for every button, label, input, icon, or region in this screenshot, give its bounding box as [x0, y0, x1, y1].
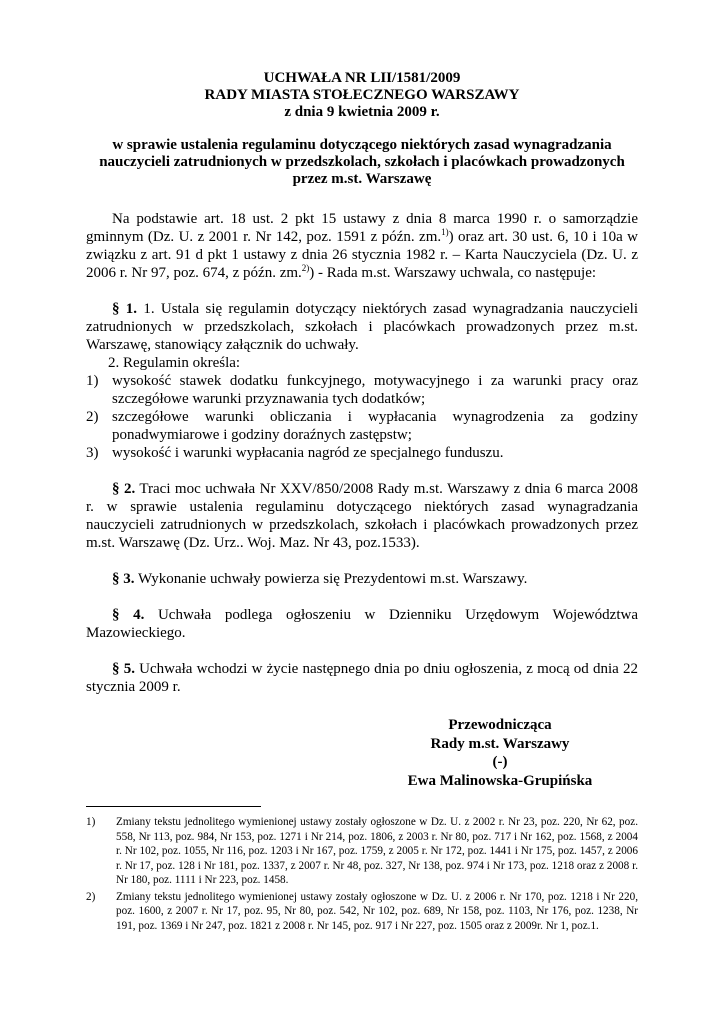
- preamble: [86, 210, 638, 282]
- section-4-mark: § 4.: [112, 607, 145, 623]
- list-item-number: 3): [86, 445, 99, 461]
- footnote-ref-2: 2): [301, 263, 310, 273]
- section-1-paragraph-2: 2. Regulamin określa:: [108, 355, 241, 371]
- section-2-text: Traci moc uchwała Nr XXV/850/2008 Rady m.st. Warszawy z dnia 6 marca 2008 r. w sprawie ustalenia regulaminu dotyczącego niektórych zasad wynagradzania nauczycieli zatrudnionych w przedszkolach, szkołach i placówkach prowadzonych przez m.st. Warszawę (Dz. Urz.. Woj. Maz. Nr 43, poz.1533).: [86, 481, 639, 551]
- preamble-text-1: Na podstawie art. 18 ust. 2 pkt 15 ustawy z dnia 8 marca 1990 r. o samorządzie gminnym (Dz. U. z 2001 r. Nr 142, poz. 1591 z późn. zm.: [86, 211, 638, 245]
- list-item: [86, 408, 638, 444]
- list-item: [86, 444, 638, 462]
- signature-mark: (-): [492, 754, 508, 770]
- section-4-text: Uchwała podlega ogłoszeniu w Dzienniku Urzędowym Województwa Mazowieckiego.: [86, 607, 638, 641]
- section-5-mark: § 5.: [112, 661, 135, 677]
- list-item-number: 2): [86, 409, 99, 425]
- footnote-text: Zmiany tekstu jednolitego wymienionej ustawy zostały ogłoszone w Dz. U. z 2006 r. Nr 170, poz. 1218 i Nr 220, poz. 1600, z 2007 r. Nr 17, poz. 95, Nr 80, poz. 542, Nr 102, poz. 689, Nr 158, poz. 1103, Nr 176, poz. 1238, Nr 191, poz. 1369 i Nr 247, poz. 1821 z 2008 r. Nr 145, poz. 917 i Nr 227, poz. 1505 oraz z 2009r. Nr 1, poz.1.: [116, 890, 638, 932]
- document-body: [86, 70, 638, 696]
- section-2: [86, 480, 638, 552]
- section-1: [86, 300, 638, 462]
- footnote-number: 1): [86, 816, 96, 828]
- section-2-mark: § 2.: [112, 481, 136, 497]
- section-3-text: Wykonanie uchwały powierza się Prezydentowi m.st. Warszawy.: [134, 571, 528, 587]
- list-item-number: 1): [86, 373, 99, 389]
- list-item-text: wysokość i warunki wypłacania nagród ze specjalnego funduszu.: [112, 445, 504, 461]
- signatory-body: Rady m.st. Warszawy: [430, 735, 570, 752]
- section-1-paragraph-1: [86, 300, 638, 354]
- footnotes: [86, 815, 638, 935]
- preamble-text-2: ) oraz art. 30 ust. 6, 10 i 10a w związku z art. 91 d pkt 1 ustawy z dnia 26 stycznia 1982 r. – Karta Nauczyciela (Dz. U. z 2006 r. Nr 97, poz. 674, z późn. zm.: [86, 229, 638, 281]
- footnote-ref-1: 1): [441, 227, 449, 237]
- section-3-mark: § 3.: [112, 571, 135, 587]
- section-3: [86, 570, 638, 588]
- resolution-subject: w sprawie ustalenia regulaminu dotyczącego niektórych zasad wynagradzania nauczycieli zatrudnionych w przedszkolach, szkołach i placówkach prowadzonych przez m.st. Warszawę: [99, 137, 625, 187]
- resolution-number: UCHWAŁA NR LII/1581/2009: [263, 70, 461, 86]
- signature-block: [400, 716, 600, 790]
- footnote-text: Zmiany tekstu jednolitego wymienionej ustawy zostały ogłoszone w Dz. U. z 2002 r. Nr 23, poz. 220, Nr 62, poz. 558, Nr 113, poz. 984, Nr 153, poz. 1271 i Nr 214, poz. 1806, z 2003 r. Nr 80, poz. 717 i Nr 162, poz. 1568, z 2004 r. Nr 102, poz. 1055, Nr 116, poz. 1203 i Nr 167, poz. 1759, z 2005 r. Nr 172, poz. 1441 i Nr 175, poz. 1457, z 2006 r. Nr 17, poz. 128 i Nr 181, poz. 1337, z 2007 r. Nr 48, poz. 327, Nr 138, poz. 974 i Nr 173, poz. 1218 oraz z 2008 r. Nr 180, poz. 1111 i Nr 223, poz. 1458.: [116, 816, 638, 886]
- regulation-scope-list: [86, 372, 638, 462]
- list-item-text: szczegółowe warunki obliczania i wypłacania wynagrodzenia za godziny ponadwymiarowe i godziny doraźnych zastępstw;: [112, 409, 638, 443]
- list-item: [86, 372, 638, 408]
- list-item-text: wysokość stawek dodatku funkcyjnego, motywacyjnego i za warunki pracy oraz szczegółowe warunki przyznawania tych dodatków;: [112, 373, 638, 407]
- section-5-text: Uchwała wchodzi w życie następnego dnia po dniu ogłoszenia, z mocą od dnia 22 stycznia 2009 r.: [86, 661, 638, 695]
- signatory-name: Ewa Malinowska-Grupińska: [407, 772, 593, 789]
- footnote-divider: [86, 806, 261, 807]
- footnote: [86, 890, 638, 934]
- section-1-text: 1. Ustala się regulamin dotyczący niektórych zasad wynagradzania nauczycieli zatrudnionych w przedszkolach, szkołach i placówkach prowadzonych przez m.st. Warszawę, stanowiący załącznik do uchwały.: [86, 301, 639, 353]
- footnote-number: 2): [86, 890, 96, 903]
- resolution-header: [86, 70, 638, 121]
- resolution-date: z dnia 9 kwietnia 2009 r.: [284, 104, 440, 120]
- section-5: [86, 660, 638, 696]
- section-1-mark: § 1.: [112, 301, 138, 317]
- footnote: [86, 815, 638, 888]
- council-name: RADY MIASTA STOŁECZNEGO WARSZAWY: [204, 87, 520, 103]
- signatory-title: Przewodnicząca: [448, 717, 552, 733]
- section-4: [86, 606, 638, 642]
- preamble-text-3: ) - Rada m.st. Warszawy uchwala, co następuje:: [309, 265, 597, 281]
